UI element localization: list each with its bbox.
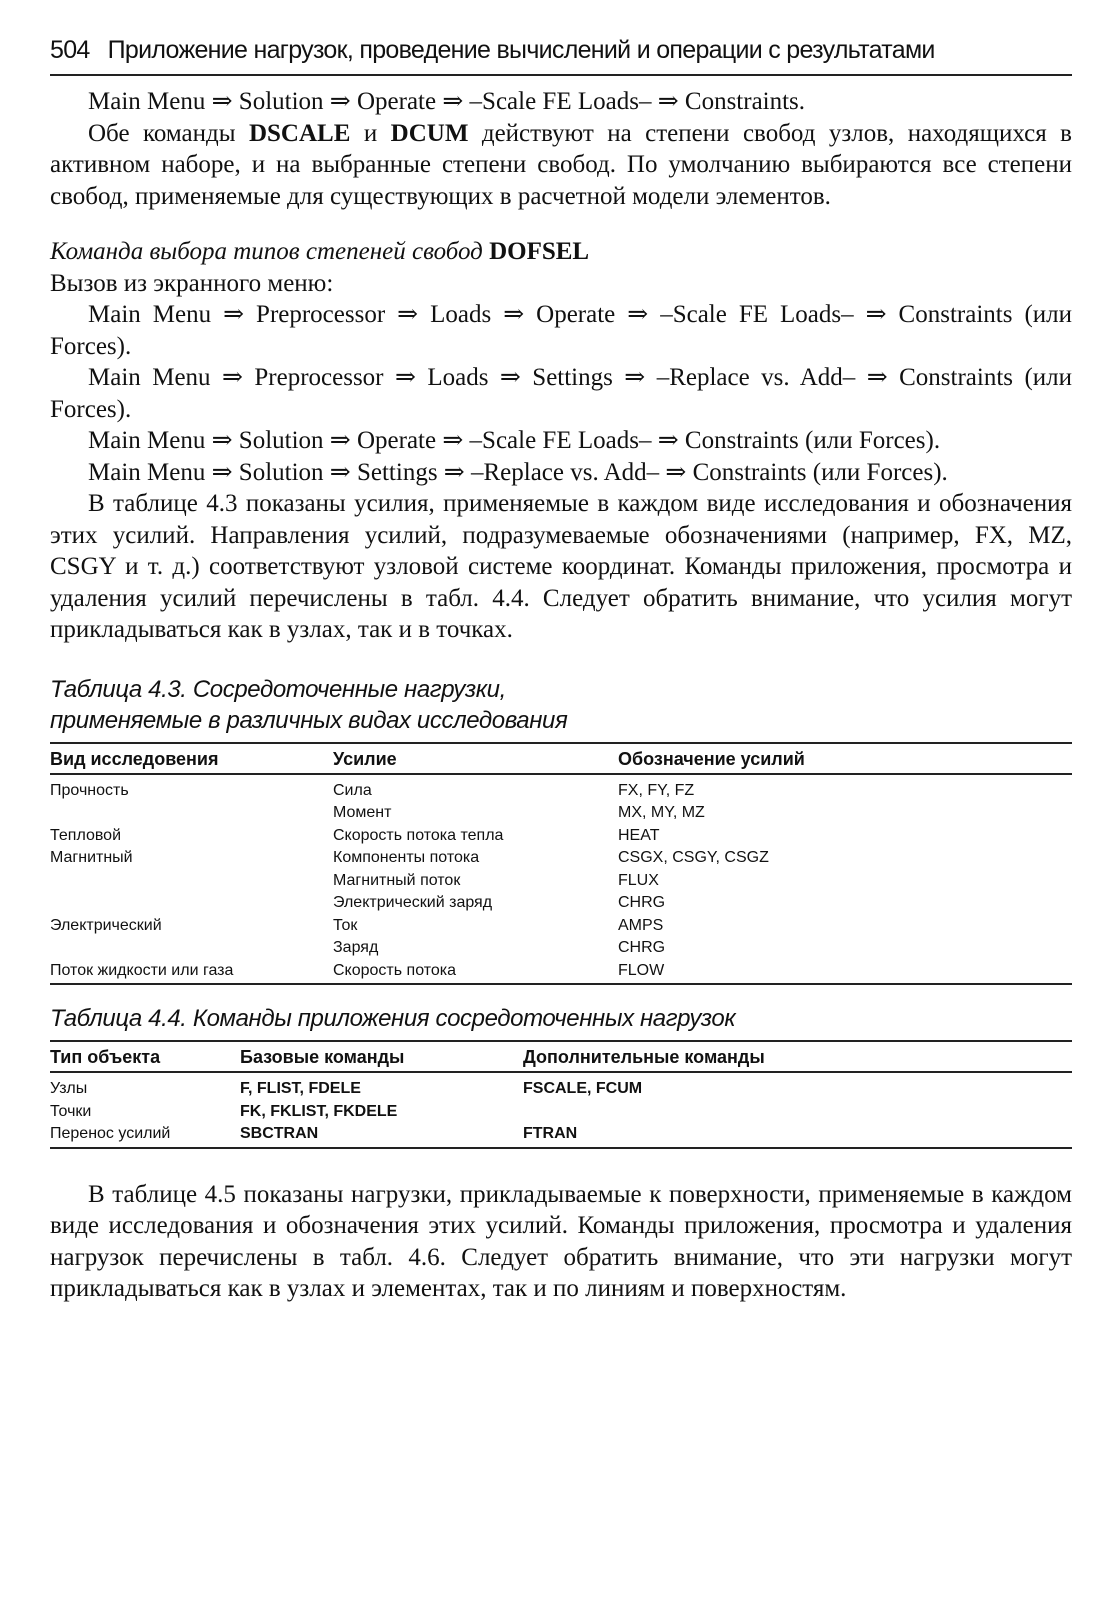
table-row [50, 1072, 1072, 1101]
menu-path-1: Main Menu ⇒ Preprocessor ⇒ Loads ⇒ Operate ⇒ –Scale FE Loads– ⇒ Constraints (или Forces). [50, 301, 1072, 360]
table-cell [50, 892, 333, 915]
menu-call-label: Вызов из экранного меню: [50, 269, 334, 297]
table-cell: CHRG [618, 894, 666, 911]
table-cell: FLOW [618, 961, 665, 979]
table-cell: HEAT [618, 826, 660, 844]
table-row [50, 847, 1072, 870]
section-heading [50, 236, 1072, 268]
text-span: и [350, 119, 391, 147]
document-page [50, 30, 1072, 1305]
table-row [50, 960, 1072, 985]
table45-intro-paragraph: В таблице 4.5 показаны нагрузки, прикладываемые к поверхности, применяемые в каждом виде исследования и обозначения этих усилий. Команды приложения, просмотра и удаления нагрузок перечислены в табл. 4.6. Следует обратить внимание, что эти нагрузки могут прикладываться как в узлах и элементах, так и по линиям и поверхностям. [50, 1180, 1072, 1302]
table-row [50, 915, 1072, 938]
table-cell [523, 1101, 1072, 1124]
table-cell: Заряд [333, 939, 379, 956]
menu-path-paragraph: Main Menu ⇒ Solution ⇒ Operate ⇒ –Scale FE Loads– ⇒ Constraints. [88, 88, 806, 115]
menu-path-4: Main Menu ⇒ Solution ⇒ Settings ⇒ –Replace vs. Add– ⇒ Constraints (или Forces). [88, 458, 948, 486]
text-span: Обе команды [88, 119, 249, 147]
table-header-row [50, 1041, 1072, 1072]
table-cell [50, 937, 333, 960]
body-text [50, 86, 1072, 646]
text-span: действуют на степени свобод узлов, находящихся в активном наборе, и на выбранные степени свобод. По умолчанию выбираются все степени свобод, применяемые для существующих в расчетной модели элементов. [50, 119, 1072, 210]
table-cell: CHRG [618, 939, 666, 956]
table-cell: Точки [50, 1102, 92, 1120]
table-cell: SBCTRAN [240, 1125, 319, 1142]
table-cell: Узлы [50, 1080, 88, 1097]
table-row [50, 1101, 1072, 1124]
table-cell: Магнитный [50, 849, 133, 866]
table-cell: Перенос усилий [50, 1125, 171, 1142]
dscale-dcum-paragraph [50, 118, 1072, 213]
caption-line: Таблица 4.3. Сосредоточенные нагрузки, [50, 675, 506, 703]
table-cell: Ток [333, 916, 358, 934]
table-cell [50, 802, 333, 825]
page-number: 504 [50, 36, 90, 64]
running-header [50, 30, 1072, 76]
table-cell: FSCALE, FCUM [523, 1080, 643, 1097]
command-dscale: DSCALE [248, 119, 351, 147]
command-dcum: DCUM [390, 119, 469, 147]
table44-caption: Таблица 4.4. Команды приложения сосредоточенных нагрузок [50, 1005, 736, 1032]
table43-caption [50, 674, 1072, 736]
table-cell: Тепловой [50, 826, 122, 844]
column-header: Обозначение усилий [618, 743, 1072, 774]
table-row [50, 937, 1072, 960]
table-cell: F, FLIST, FDELE [240, 1080, 361, 1097]
table-cell: AMPS [618, 916, 664, 934]
table-row [50, 825, 1072, 848]
table-cell: Компоненты потока [333, 849, 480, 866]
table-cell [50, 870, 333, 893]
table-cell: Электрический [50, 916, 162, 934]
table-row [50, 892, 1072, 915]
body-text-bottom [50, 1179, 1072, 1305]
column-header: Базовые команды [240, 1041, 523, 1072]
column-header: Дополнительные команды [523, 1041, 1072, 1072]
table-row [50, 870, 1072, 893]
column-header: Тип объекта [50, 1041, 240, 1072]
table-row [50, 774, 1072, 803]
table-cell: Сила [333, 781, 372, 799]
menu-path-2: Main Menu ⇒ Preprocessor ⇒ Loads ⇒ Settings ⇒ –Replace vs. Add– ⇒ Constraints (или Forces). [50, 364, 1072, 423]
table-cell: Поток жидкости или газа [50, 961, 234, 979]
table-cell: FTRAN [523, 1125, 578, 1142]
chapter-title: Приложение нагрузок, проведение вычислений и операции с результатами [107, 36, 935, 64]
table-cell: Магнитный поток [333, 871, 461, 889]
column-header: Вид исследовения [50, 743, 333, 774]
section-heading-italic: Команда выбора типов степеней свобод [50, 238, 490, 265]
table-cell: CSGX, CSGY, CSGZ [618, 849, 769, 866]
column-header: Усилие [333, 743, 618, 774]
table43-intro-paragraph: В таблице 4.3 показаны усилия, применяемые в каждом виде исследования и обозначения этих усилий. Направления усилий, подразумеваемые обозначениями (например, FX, MZ, CSGY и т. д.) соответствуют узловой системе координат. Команды приложения, просмотра и удаления усилий перечислены в табл. 4.4. Следует обратить внимание, что усилия могут прикладываться как в узлах, так и в точках. [50, 490, 1072, 643]
table-cell: Прочность [50, 781, 129, 799]
table-4-3 [50, 742, 1072, 986]
table-4-4 [50, 1040, 1072, 1149]
table-cell: Электрический заряд [333, 894, 493, 911]
table-cell: Скорость потока тепла [333, 826, 504, 844]
table-cell: MX, MY, MZ [618, 804, 705, 821]
menu-path-3: Main Menu ⇒ Solution ⇒ Operate ⇒ –Scale FE Loads– ⇒ Constraints (или Forces). [88, 427, 941, 454]
table-row [50, 802, 1072, 825]
table-cell: Скорость потока [333, 961, 457, 979]
table-cell: FLUX [618, 871, 659, 889]
table-row [50, 1123, 1072, 1148]
table-cell: Момент [333, 804, 392, 821]
caption-line: применяемые в различных видах исследования [50, 706, 568, 734]
table-header-row [50, 743, 1072, 774]
table-cell: FK, FKLIST, FKDELE [240, 1102, 398, 1120]
command-dofsel: DOFSEL [489, 238, 590, 265]
table-cell: FX, FY, FZ [618, 781, 695, 799]
